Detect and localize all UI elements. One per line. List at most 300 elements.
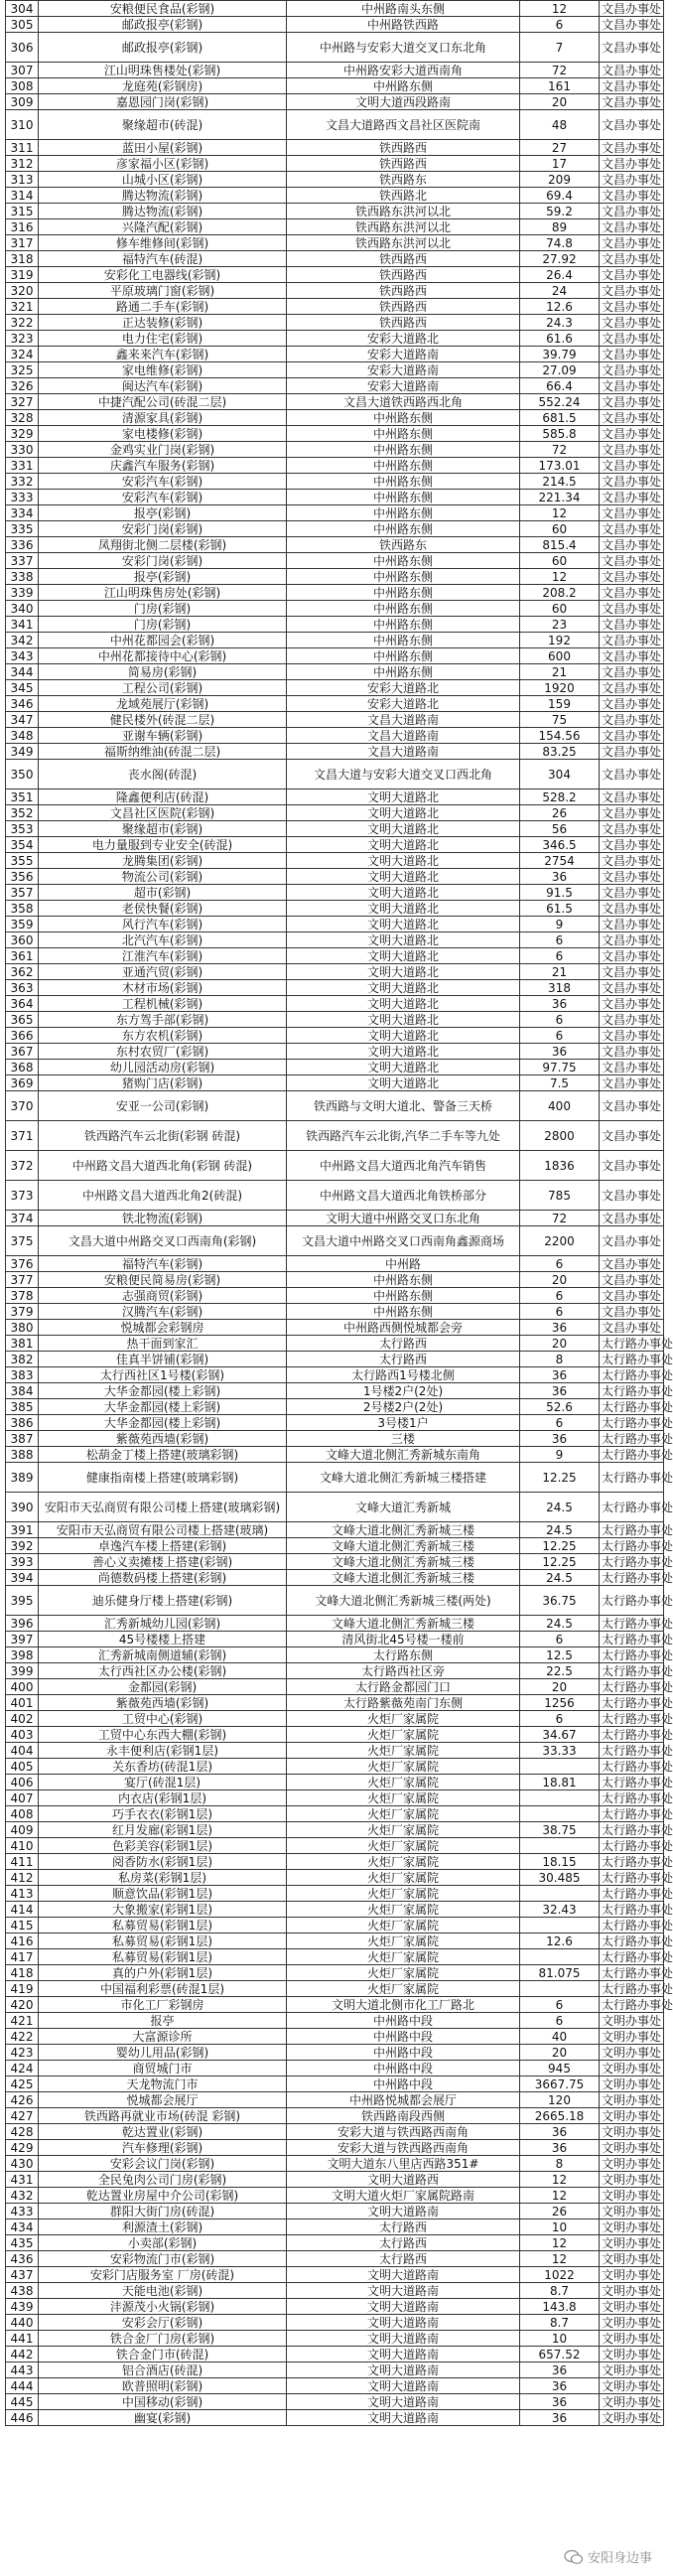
- location-cell: 三楼: [287, 1431, 520, 1447]
- location-cell: 铁西路北: [287, 188, 520, 204]
- office-cell: 文昌办事处: [600, 1121, 664, 1151]
- location-cell: 火炬厂家属院: [287, 1870, 520, 1886]
- table-row: [6, 63, 664, 78]
- item-name-cell: 乾达置业房屋中介公司(彩钢): [39, 2188, 287, 2204]
- area-cell: [520, 1759, 600, 1775]
- office-cell: 太行路办事处: [600, 1806, 664, 1822]
- table-row: [6, 1304, 664, 1320]
- area-cell: 36: [520, 2124, 600, 2140]
- row-number-cell: 350: [6, 760, 39, 789]
- item-name-cell: 工程公司(彩钢): [39, 680, 287, 696]
- records-table: [5, 0, 673, 2426]
- area-cell: 24.5: [520, 1570, 600, 1586]
- row-number-cell: 311: [6, 140, 39, 156]
- row-number-cell: 333: [6, 490, 39, 505]
- location-cell: 文明大道路南: [287, 2204, 520, 2219]
- table-row: [6, 1226, 664, 1256]
- area-cell: 6: [520, 1304, 600, 1320]
- item-name-cell: 文昌大道中州路交叉口西南角(彩钢): [39, 1226, 287, 1256]
- row-number-cell: 320: [6, 283, 39, 299]
- area-cell: 400: [520, 1091, 600, 1121]
- office-cell: 文昌办事处: [600, 712, 664, 728]
- location-cell: 文昌大道路西文昌社区医院南: [287, 110, 520, 140]
- location-cell: 铁西路西: [287, 283, 520, 299]
- office-cell: 文昌办事处: [600, 1151, 664, 1181]
- location-cell: 文峰大道北侧汇秀新城东南角: [287, 1447, 520, 1463]
- item-name-cell: 汇秀新城南侧道辅(彩钢): [39, 1647, 287, 1663]
- office-cell: 文明办事处: [600, 2267, 664, 2283]
- row-number-cell: 374: [6, 1211, 39, 1226]
- row-number-cell: 394: [6, 1570, 39, 1586]
- area-cell: 214.5: [520, 474, 600, 490]
- table-row: [6, 362, 664, 378]
- table-row: [6, 1632, 664, 1647]
- area-cell: 585.8: [520, 426, 600, 442]
- office-cell: 太行路办事处: [600, 1570, 664, 1586]
- item-name-cell: 婴幼儿用品(彩钢): [39, 2045, 287, 2061]
- table-row: [6, 648, 664, 664]
- office-cell: 太行路办事处: [600, 1522, 664, 1538]
- location-cell: 中州路东侧: [287, 490, 520, 505]
- office-cell: 太行路办事处: [600, 1918, 664, 1933]
- office-cell: 文明办事处: [600, 2347, 664, 2362]
- row-number-cell: 416: [6, 1933, 39, 1949]
- area-cell: 208.2: [520, 585, 600, 601]
- row-number-cell: 411: [6, 1854, 39, 1870]
- row-number-cell: 371: [6, 1121, 39, 1151]
- table-row: [6, 505, 664, 521]
- area-cell: 12: [520, 2172, 600, 2188]
- location-cell: 中州路东侧: [287, 1304, 520, 1320]
- table-row: [6, 204, 664, 219]
- item-name-cell: 松葫金丁楼上搭建(玻璃彩钢): [39, 1447, 287, 1463]
- office-cell: 文昌办事处: [600, 172, 664, 188]
- location-cell: 铁西路与文明大道北、警备三天桥: [287, 1091, 520, 1121]
- table-row: [6, 1981, 664, 1997]
- area-cell: 12: [520, 569, 600, 585]
- table-row: [6, 1997, 664, 2013]
- table-row: [6, 1902, 664, 1918]
- location-cell: 文明大道路北: [287, 885, 520, 901]
- row-number-cell: 330: [6, 442, 39, 458]
- area-cell: 26: [520, 805, 600, 821]
- office-cell: 文明办事处: [600, 2092, 664, 2108]
- item-name-cell: 铁西路再就业市场(砖混 彩钢): [39, 2108, 287, 2124]
- area-cell: 91.5: [520, 885, 600, 901]
- area-cell: 6: [520, 1028, 600, 1044]
- area-cell: 24: [520, 283, 600, 299]
- table-row: [6, 219, 664, 235]
- location-cell: 中州路东侧: [287, 521, 520, 537]
- area-cell: 66.4: [520, 378, 600, 394]
- item-name-cell: 私募贸易(彩钢1层): [39, 1933, 287, 1949]
- item-name-cell: 中州花都园会(彩钢): [39, 633, 287, 648]
- item-name-cell: 红月发廊(彩钢1层): [39, 1822, 287, 1838]
- table-row: [6, 805, 664, 821]
- table-row: [6, 378, 664, 394]
- table-row: [6, 78, 664, 94]
- row-number-cell: 408: [6, 1806, 39, 1822]
- item-name-cell: 商贸城门市: [39, 2061, 287, 2076]
- item-name-cell: 私募贸易(彩钢1层): [39, 1918, 287, 1933]
- office-cell: 文明办事处: [600, 2124, 664, 2140]
- table-row: [6, 1775, 664, 1790]
- row-number-cell: 313: [6, 172, 39, 188]
- row-number-cell: 430: [6, 2156, 39, 2172]
- item-name-cell: 市化工厂彩钢房: [39, 1997, 287, 2013]
- office-cell: 文昌办事处: [600, 805, 664, 821]
- area-cell: 12.5: [520, 1647, 600, 1663]
- row-number-cell: 417: [6, 1949, 39, 1965]
- row-number-cell: 415: [6, 1918, 39, 1933]
- item-name-cell: 安亚一公司(彩钢): [39, 1091, 287, 1121]
- office-cell: 文明办事处: [600, 2362, 664, 2378]
- location-cell: 文峰大道北侧汇秀新城三楼: [287, 1554, 520, 1570]
- location-cell: 文峰大道北侧汇秀新城三楼: [287, 1538, 520, 1554]
- item-name-cell: 龙庭苑(彩钢房): [39, 78, 287, 94]
- location-cell: 文明大道路北: [287, 805, 520, 821]
- row-number-cell: 402: [6, 1711, 39, 1727]
- area-cell: 81.075: [520, 1965, 600, 1981]
- area-cell: 159: [520, 696, 600, 712]
- records-table-body: [6, 1, 673, 2426]
- location-cell: 安彩大道路北: [287, 696, 520, 712]
- area-cell: 36: [520, 1044, 600, 1060]
- location-cell: 文明大道火炬厂家属院路南: [287, 2188, 520, 2204]
- item-name-cell: 庆鑫汽车服务(彩钢): [39, 458, 287, 474]
- table-row: [6, 1028, 664, 1044]
- area-cell: 6: [520, 1012, 600, 1028]
- office-cell: 文昌办事处: [600, 1060, 664, 1075]
- office-cell: 文明办事处: [600, 2076, 664, 2092]
- location-cell: 铁西路东: [287, 537, 520, 553]
- location-cell: 文昌大道中州路交叉口西南角鑫源商场: [287, 1226, 520, 1256]
- office-cell: 文昌办事处: [600, 696, 664, 712]
- location-cell: 太行路金都园门口: [287, 1679, 520, 1695]
- area-cell: 34.67: [520, 1727, 600, 1743]
- table-row: [6, 1554, 664, 1570]
- table-row: [6, 1367, 664, 1383]
- row-number-cell: 424: [6, 2061, 39, 2076]
- table-row: [6, 188, 664, 204]
- area-cell: 26: [520, 2204, 600, 2219]
- item-name-cell: 色彩美容(彩钢1层): [39, 1838, 287, 1854]
- row-number-cell: 386: [6, 1415, 39, 1431]
- item-name-cell: 真的户外(彩钢1层): [39, 1965, 287, 1981]
- area-cell: 120: [520, 2092, 600, 2108]
- office-cell: 文明办事处: [600, 2172, 664, 2188]
- location-cell: 火炬厂家属院: [287, 1806, 520, 1822]
- row-number-cell: 351: [6, 789, 39, 805]
- row-number-cell: 368: [6, 1060, 39, 1075]
- office-cell: 文昌办事处: [600, 235, 664, 251]
- table-row: [6, 17, 664, 33]
- office-cell: 文昌办事处: [600, 378, 664, 394]
- item-name-cell: 报亭(彩钢): [39, 505, 287, 521]
- row-number-cell: 377: [6, 1272, 39, 1288]
- location-cell: 中州路南头东侧: [287, 1, 520, 17]
- office-cell: 文昌办事处: [600, 315, 664, 331]
- row-number-cell: 315: [6, 204, 39, 219]
- row-number-cell: 396: [6, 1616, 39, 1632]
- item-name-cell: 蓝田小屋(彩钢): [39, 140, 287, 156]
- item-name-cell: 安彩会议门岗(彩钢): [39, 2156, 287, 2172]
- location-cell: 中州路文昌大道西北角铁桥部分: [287, 1181, 520, 1211]
- area-cell: 6: [520, 932, 600, 948]
- area-cell: 36: [520, 2410, 600, 2426]
- office-cell: 文昌办事处: [600, 821, 664, 837]
- item-name-cell: 私房菜(彩钢1层): [39, 1870, 287, 1886]
- area-cell: 1920: [520, 680, 600, 696]
- area-cell: 32.43: [520, 1902, 600, 1918]
- office-cell: 文昌办事处: [600, 1226, 664, 1256]
- location-cell: 文明大道路北: [287, 789, 520, 805]
- table-row: [6, 1790, 664, 1806]
- item-name-cell: 正达装修(彩钢): [39, 315, 287, 331]
- table-row: [6, 2188, 664, 2204]
- location-cell: 文明大道路北: [287, 901, 520, 917]
- item-name-cell: 江淮汽车(彩钢): [39, 948, 287, 964]
- table-row: [6, 1121, 664, 1151]
- item-name-cell: 安粮便民简易房(彩钢): [39, 1272, 287, 1288]
- table-row: [6, 2140, 664, 2156]
- item-name-cell: 汉腾汽车(彩钢): [39, 1304, 287, 1320]
- row-number-cell: 434: [6, 2219, 39, 2235]
- area-cell: 552.24: [520, 394, 600, 410]
- table-row: [6, 980, 664, 996]
- table-row: [6, 1918, 664, 1933]
- location-cell: 铁西路汽车云北街,汽华二手车等九处: [287, 1121, 520, 1151]
- area-cell: 60: [520, 521, 600, 537]
- location-cell: 文明大道路北: [287, 964, 520, 980]
- area-cell: 2754: [520, 853, 600, 869]
- area-cell: 161: [520, 78, 600, 94]
- office-cell: 文昌办事处: [600, 1181, 664, 1211]
- location-cell: 文明大道中州路交叉口东北角: [287, 1211, 520, 1226]
- location-cell: 中州路东侧: [287, 474, 520, 490]
- table-row: [6, 1663, 664, 1679]
- location-cell: 中州路东侧: [287, 1288, 520, 1304]
- row-number-cell: 426: [6, 2092, 39, 2108]
- location-cell: 安彩大道路北: [287, 680, 520, 696]
- row-number-cell: 427: [6, 2108, 39, 2124]
- item-name-cell: 亚谢车辆(彩钢): [39, 728, 287, 744]
- item-name-cell: 东方驾手部(彩钢): [39, 1012, 287, 1028]
- area-cell: 657.52: [520, 2347, 600, 2362]
- location-cell: 火炬厂家属院: [287, 1981, 520, 1997]
- item-name-cell: 安阳市天弘商贸有限公司楼上搭建(玻璃彩钢): [39, 1493, 287, 1522]
- table-row: [6, 442, 664, 458]
- area-cell: 52.6: [520, 1399, 600, 1415]
- table-row: [6, 585, 664, 601]
- table-row: [6, 917, 664, 932]
- row-number-cell: 359: [6, 917, 39, 932]
- row-number-cell: 431: [6, 2172, 39, 2188]
- office-cell: 文明办事处: [600, 2188, 664, 2204]
- area-cell: 75: [520, 712, 600, 728]
- item-name-cell: 宴厅(砖混1层): [39, 1775, 287, 1790]
- item-name-cell: 隆鑫便利店(砖混): [39, 789, 287, 805]
- office-cell: 太行路办事处: [600, 1616, 664, 1632]
- table-row: [6, 1759, 664, 1775]
- location-cell: 文明大道路北: [287, 1012, 520, 1028]
- row-number-cell: 437: [6, 2267, 39, 2283]
- item-name-cell: 路通二手车(彩钢): [39, 299, 287, 315]
- table-row: [6, 1933, 664, 1949]
- table-row: [6, 696, 664, 712]
- office-cell: 文昌办事处: [600, 760, 664, 789]
- area-cell: 209: [520, 172, 600, 188]
- row-number-cell: 403: [6, 1727, 39, 1743]
- table-row: [6, 2267, 664, 2283]
- area-cell: [520, 1886, 600, 1902]
- location-cell: 文昌大道路南: [287, 744, 520, 760]
- table-row: [6, 1570, 664, 1586]
- office-cell: 文昌办事处: [600, 1028, 664, 1044]
- location-cell: 文明大道路北: [287, 932, 520, 948]
- office-cell: 太行路办事处: [600, 1711, 664, 1727]
- office-cell: 文昌办事处: [600, 331, 664, 347]
- item-name-cell: 群阳大街门房(砖混): [39, 2204, 287, 2219]
- location-cell: 中州路东侧: [287, 585, 520, 601]
- row-number-cell: 383: [6, 1367, 39, 1383]
- row-number-cell: 312: [6, 156, 39, 172]
- location-cell: 文明大道路北: [287, 1028, 520, 1044]
- location-cell: 中州路安彩大道西南角: [287, 63, 520, 78]
- item-name-cell: 小卖部(彩钢): [39, 2235, 287, 2251]
- location-cell: 中州路中段: [287, 2045, 520, 2061]
- office-cell: 文昌办事处: [600, 33, 664, 63]
- item-name-cell: 汽车修理(彩钢): [39, 2140, 287, 2156]
- location-cell: 中州路东侧: [287, 601, 520, 617]
- table-row: [6, 2029, 664, 2045]
- area-cell: 24.5: [520, 1522, 600, 1538]
- row-number-cell: 309: [6, 94, 39, 110]
- area-cell: 143.8: [520, 2299, 600, 2315]
- item-name-cell: 亚通汽贸(彩钢): [39, 964, 287, 980]
- location-cell: 中州路中段: [287, 2076, 520, 2092]
- area-cell: 681.5: [520, 410, 600, 426]
- row-number-cell: 438: [6, 2283, 39, 2299]
- office-cell: 文明办事处: [600, 2378, 664, 2394]
- item-name-cell: 鑫来来汽车(彩钢): [39, 347, 287, 362]
- area-cell: 6: [520, 1632, 600, 1647]
- row-number-cell: 324: [6, 347, 39, 362]
- item-name-cell: 太行西社区1号楼(彩钢): [39, 1367, 287, 1383]
- office-cell: 文明办事处: [600, 2235, 664, 2251]
- location-cell: 文明大道路南: [287, 2283, 520, 2299]
- item-name-cell: 工程机械(彩钢): [39, 996, 287, 1012]
- location-cell: 安彩大道与铁西路西南角: [287, 2124, 520, 2140]
- row-number-cell: 384: [6, 1383, 39, 1399]
- row-number-cell: 381: [6, 1336, 39, 1352]
- table-row: [6, 1415, 664, 1431]
- location-cell: 文明大道路北: [287, 1044, 520, 1060]
- row-number-cell: 444: [6, 2378, 39, 2394]
- area-cell: 59.2: [520, 204, 600, 219]
- area-cell: 6: [520, 2013, 600, 2029]
- location-cell: 太行路东侧: [287, 1647, 520, 1663]
- table-row: [6, 1288, 664, 1304]
- table-row: [6, 853, 664, 869]
- row-number-cell: 360: [6, 932, 39, 948]
- table-row: [6, 1091, 664, 1121]
- table-row: [6, 2156, 664, 2172]
- table-row: [6, 1493, 664, 1522]
- area-cell: 154.56: [520, 728, 600, 744]
- office-cell: 文昌办事处: [600, 267, 664, 283]
- location-cell: 铁西路西: [287, 267, 520, 283]
- row-number-cell: 323: [6, 331, 39, 347]
- location-cell: 火炬厂家属院: [287, 1886, 520, 1902]
- area-cell: 3667.75: [520, 2076, 600, 2092]
- item-name-cell: 电力量服到专业安全(砖混): [39, 837, 287, 853]
- office-cell: 文昌办事处: [600, 204, 664, 219]
- item-name-cell: 健民楼外(砖混二层): [39, 712, 287, 728]
- area-cell: 6: [520, 1997, 600, 2013]
- item-name-cell: 安彩汽车(彩钢): [39, 490, 287, 505]
- office-cell: 文昌办事处: [600, 917, 664, 932]
- row-number-cell: 307: [6, 63, 39, 78]
- office-cell: 文昌办事处: [600, 664, 664, 680]
- row-number-cell: 401: [6, 1695, 39, 1711]
- location-cell: 太行路紫薇苑南门东侧: [287, 1695, 520, 1711]
- office-cell: 文明办事处: [600, 2108, 664, 2124]
- table-row: [6, 2299, 664, 2315]
- location-cell: 安彩大道路北: [287, 331, 520, 347]
- area-cell: 20: [520, 1272, 600, 1288]
- office-cell: 太行路办事处: [600, 1759, 664, 1775]
- office-cell: 太行路办事处: [600, 1743, 664, 1759]
- table-row: [6, 1320, 664, 1336]
- office-cell: 文昌办事处: [600, 1044, 664, 1060]
- area-cell: 24.3: [520, 315, 600, 331]
- office-cell: 太行路办事处: [600, 1647, 664, 1663]
- area-cell: 8.7: [520, 2315, 600, 2331]
- location-cell: 火炬厂家属院: [287, 1854, 520, 1870]
- row-number-cell: 378: [6, 1288, 39, 1304]
- item-name-cell: 安彩门岗(彩钢): [39, 553, 287, 569]
- table-row: [6, 680, 664, 696]
- location-cell: 安彩大道路南: [287, 347, 520, 362]
- item-name-cell: 紫薇苑西墙(彩钢): [39, 1695, 287, 1711]
- office-cell: 文昌办事处: [600, 1012, 664, 1028]
- location-cell: 火炬厂家属院: [287, 1711, 520, 1727]
- area-cell: 56: [520, 821, 600, 837]
- area-cell: 27.09: [520, 362, 600, 378]
- table-row: [6, 2362, 664, 2378]
- office-cell: 文明办事处: [600, 2299, 664, 2315]
- office-cell: 文明办事处: [600, 2013, 664, 2029]
- row-number-cell: 406: [6, 1775, 39, 1790]
- watermark: [564, 2547, 652, 2566]
- item-name-cell: 迪乐健身厅楼上搭建(彩钢): [39, 1586, 287, 1616]
- table-row: [6, 2378, 664, 2394]
- row-number-cell: 372: [6, 1151, 39, 1181]
- location-cell: 1号楼2户(2处): [287, 1383, 520, 1399]
- office-cell: 文明办事处: [600, 2140, 664, 2156]
- location-cell: 3号楼1户: [287, 1415, 520, 1431]
- row-number-cell: 389: [6, 1463, 39, 1493]
- row-number-cell: 445: [6, 2394, 39, 2410]
- area-cell: 18.15: [520, 1854, 600, 1870]
- table-row: [6, 2092, 664, 2108]
- item-name-cell: 中国福利彩票(砖混1层): [39, 1981, 287, 1997]
- item-name-cell: 安彩化工电器线(彩钢): [39, 267, 287, 283]
- item-name-cell: 江山明珠售房处(彩钢): [39, 585, 287, 601]
- location-cell: 铁西路东: [287, 172, 520, 188]
- row-number-cell: 436: [6, 2251, 39, 2267]
